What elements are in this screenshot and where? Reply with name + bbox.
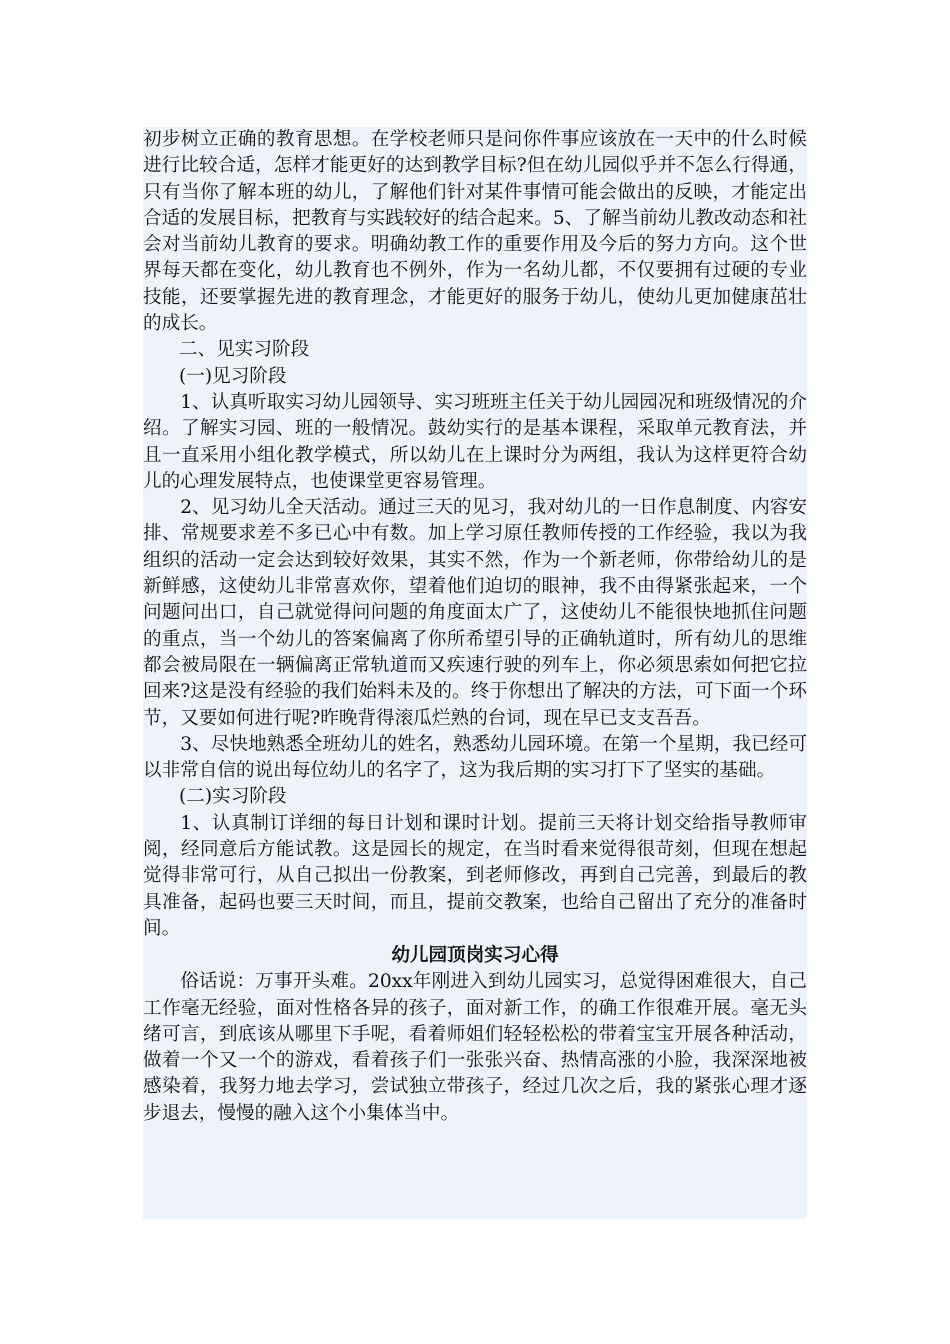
article-title: 幼儿园顶岗实习心得 [391,945,559,967]
paragraph-6: 俗话说：万事开头难。20xx年刚进入到幼儿园实习，总觉得困难很大，自己工作毫无经验，面对性格各异的孩子，面对新工作，的确工作很难开展。毫无头绪可言，到底该从哪里下手呢，看着师姐们轻轻松松的带着宝宝开展各种活动，做着一个又一个的游戏，看着孩子们一张张兴奋、热情高涨的小脸，我深深地被感染着，我努力地去学习，尝试独立带孩子，经过几次之后，我的紧张心理才逐步退去，慢慢的融入这个小集体当中。 [143,971,807,1124]
paragraph-2: 1、认真听取实习幼儿园领导、实习班班主任关于幼儿园园况和班级情况的介绍。了解实习园、班的一般情况。鼓幼实行的是基本课程，采取单元教育法，并且一直采用小组化教学模式，所以幼儿在上课时分为两组，我认为这样更符合幼儿的心理发展特点，也使课堂更容易管理。 [143,391,807,492]
document-body [143,127,807,1219]
subsection-heading-practice: (二)实习阶段 [179,786,287,808]
paragraph-3: 2、见习幼儿全天活动。通过三天的见习，我对幼儿的一日作息制度、内容安排、常规要求差不多已心中有数。加上学习原任教师传授的工作经验，我以为我组织的活动一定会达到较好效果，其实不然，作为一个新老师，你带给幼儿的是新鲜感，这使幼儿非常喜欢你，望着他们迫切的眼神，我不由得紧张起来，一个问题问出口，自己就觉得问问题的角度面太广了，这使幼儿不能很快地抓住问题的重点，当一个幼儿的答案偏离了你所希望引导的正确轨道时，所有幼儿的思维都会被局限在一辆偏离正常轨道而又疾速行驶的列车上，你必须思索如何把它拉回来?这是没有经验的我们始料未及的。终于你想出了解决的方法，可下面一个环节，又要如何进行呢?昨晚背得滚瓜烂熟的台词，现在早已支支吾吾。 [143,497,807,729]
paragraph-5: 1、认真制订详细的每日计划和课时计划。提前三天将计划交给指导教师审阅，经同意后方能试教。这是园长的规定，在当时看来觉得很苛刻，但现在想起觉得非常可行，从自己拟出一份教案，到老师修改，再到自己完善，到最后的教具准备，起码也要三天时间，而且，提前交教案，也给自己留出了充分的准备时间。 [143,812,807,939]
subsection-heading-observation: (一)见习阶段 [179,365,287,387]
paragraph-4: 3、尽快地熟悉全班幼儿的姓名，熟悉幼儿园环境。在第一个星期，我已经可以非常自信的说出每位幼儿的名字了，这为我后期的实习打下了坚实的基础。 [143,733,807,782]
section-heading-2: 二、见实习阶段 [179,339,310,361]
paragraph-1: 初步树立正确的教育思想。在学校老师只是问你件事应该放在一天中的什么时候进行比较合适，怎样才能更好的达到教学目标?但在幼儿园似乎并不怎么行得通，只有当你了解本班的幼儿，了解他们针对某件事情可能会做出的反映，才能定出合适的发展目标，把教育与实践较好的结合起来。5、了解当前幼儿教改动态和社会对当前幼儿教育的要求。明确幼教工作的重要作用及今后的努力方向。这个世界每天都在变化，幼儿教育也不例外，作为一名幼儿都，不仅要拥有过硬的专业技能，还要掌握先进的教育理念，才能更好的服务于幼儿，使幼儿更加健康茁壮的成长。 [143,129,807,335]
